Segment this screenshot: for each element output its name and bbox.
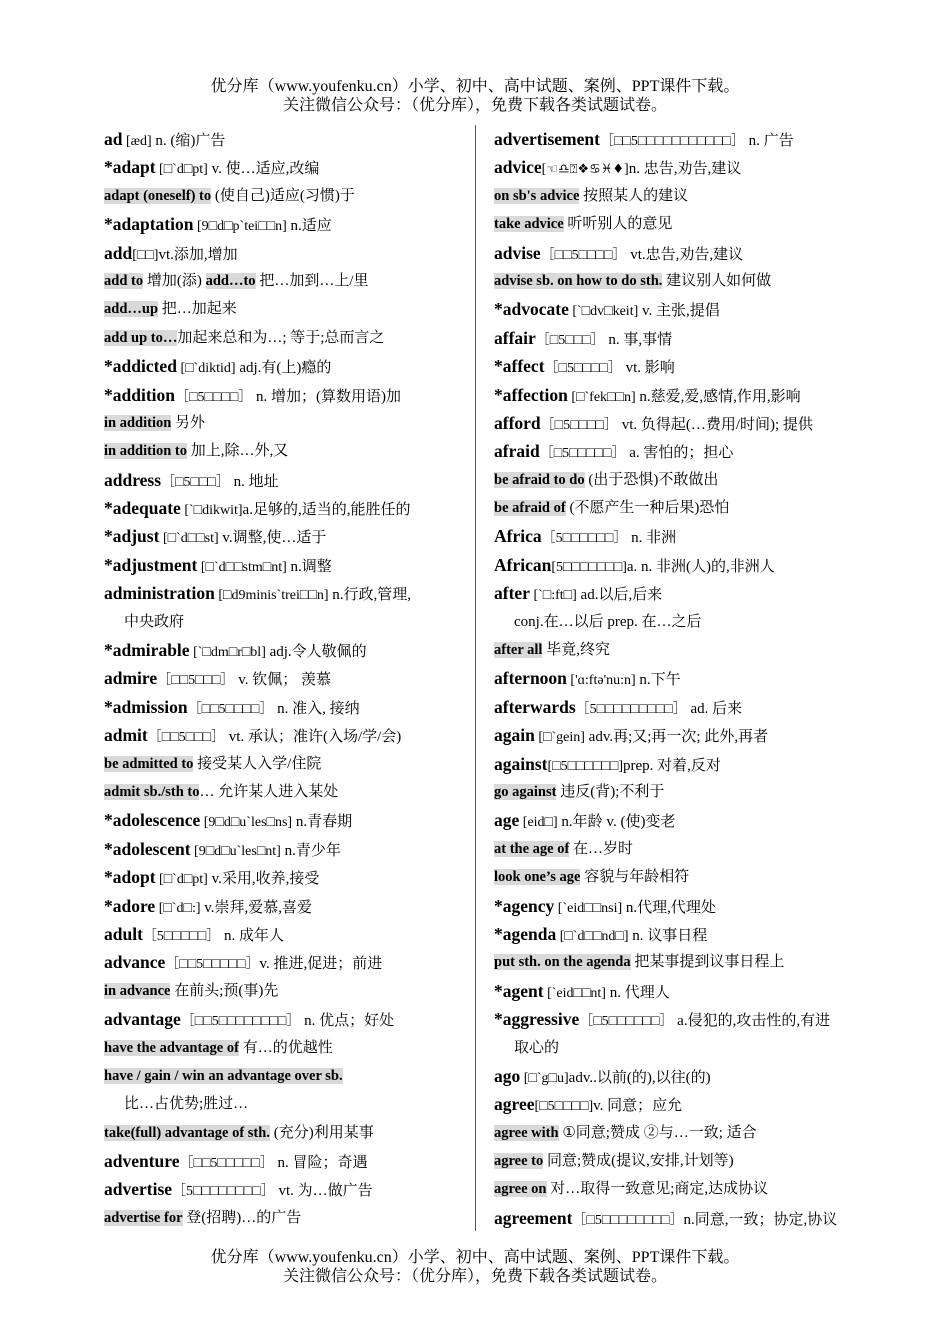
headword: *adjust bbox=[104, 526, 160, 547]
headword: *agenda bbox=[494, 923, 557, 944]
headword: affair bbox=[494, 327, 536, 348]
word-entry bbox=[104, 381, 460, 409]
definition: v. 主张,提倡 bbox=[638, 303, 720, 320]
phonetic: [`□dm□r□bl] bbox=[189, 645, 266, 661]
definition: 同意;赞成(提议,安排,计划等) bbox=[543, 1153, 734, 1170]
phrase: at the age of bbox=[494, 840, 570, 857]
phonetic: ［□□5□□□□□］ bbox=[165, 957, 260, 973]
definition: vt. 影响 bbox=[621, 360, 675, 377]
phrase: have the advantage of bbox=[104, 1039, 239, 1056]
headword: *adore bbox=[104, 895, 156, 916]
headword: after bbox=[494, 583, 530, 604]
phrase-entry bbox=[494, 1175, 844, 1203]
phonetic: [eid□] bbox=[519, 815, 558, 831]
definition: v.崇拜,爱慕,喜爱 bbox=[200, 899, 313, 916]
continuation-text: conj.在…以后 prep. 在…之后 bbox=[514, 613, 702, 630]
definition: n. 议事日程 bbox=[628, 927, 708, 944]
definition: vt. 负得起(…费用/时间); 提供 bbox=[617, 416, 813, 433]
phrase-entry bbox=[494, 1147, 844, 1175]
phonetic: ［□□5□□□］ bbox=[157, 673, 235, 689]
definition: ad.以后,后来 bbox=[576, 587, 663, 604]
phrase: look one’s age bbox=[494, 869, 581, 886]
phonetic: ［5□□□□□□□□］ bbox=[172, 1184, 275, 1200]
definition: n.慈爱,爱,感情,作用,影响 bbox=[635, 388, 801, 405]
headword: *adjustment bbox=[104, 554, 198, 575]
entry-continuation bbox=[104, 1090, 460, 1118]
phrase: admit sb./sth to bbox=[104, 783, 200, 800]
phrase-entry bbox=[494, 210, 844, 238]
phonetic: [□`d□□stm□nt] bbox=[197, 559, 287, 575]
word-entry bbox=[104, 1005, 460, 1033]
phonetic: [□`d□pt] bbox=[155, 162, 208, 178]
phrase-entry bbox=[104, 409, 460, 437]
phrase-entry bbox=[494, 863, 844, 891]
headword: *addition bbox=[104, 384, 175, 405]
word-entry bbox=[494, 295, 844, 323]
headword: address bbox=[104, 469, 162, 490]
phrase-entry bbox=[104, 1119, 460, 1147]
page-footer bbox=[0, 1248, 950, 1286]
word-entry bbox=[494, 750, 844, 778]
phonetic: ［□□5□□□□］ bbox=[187, 701, 274, 717]
definition: vt. 为…做广告 bbox=[274, 1183, 373, 1200]
phrase-entry bbox=[104, 977, 460, 1005]
phonetic: [`□dikwit] bbox=[180, 503, 243, 519]
definition: 另外 bbox=[171, 414, 206, 431]
definition: n.行政,管理, bbox=[328, 587, 412, 604]
column-divider bbox=[475, 125, 476, 1231]
phonetic: ［□□5□□□］ bbox=[147, 730, 226, 746]
footer-line-2: 关注微信公众号：（优分库），免费下载各类试题试卷。 bbox=[282, 1268, 667, 1285]
phonetic: ［□□5□□□□□□□□］ bbox=[180, 1014, 301, 1030]
phrase-entry bbox=[494, 466, 844, 494]
word-entry bbox=[494, 892, 844, 920]
word-entry bbox=[494, 153, 844, 181]
phonetic: [□`d□□nd□] bbox=[556, 928, 629, 944]
definition: n.调整 bbox=[286, 558, 332, 575]
word-entry bbox=[494, 977, 844, 1005]
phrase-entry bbox=[104, 778, 460, 806]
right-column bbox=[494, 125, 844, 1232]
word-entry bbox=[104, 1147, 460, 1175]
headword: ago bbox=[494, 1065, 521, 1086]
definition: n.适应 bbox=[286, 218, 332, 235]
phrase: have / gain / win an advantage over sb. bbox=[104, 1067, 343, 1084]
phrase-entry bbox=[104, 437, 460, 465]
word-entry bbox=[494, 1005, 844, 1033]
phonetic: [æd] bbox=[122, 134, 152, 149]
continuation-text: 取心的 bbox=[514, 1039, 560, 1056]
phrase: add up to… bbox=[104, 329, 178, 346]
headword: advise bbox=[494, 242, 541, 263]
headword: age bbox=[494, 810, 520, 831]
word-entry bbox=[104, 153, 460, 181]
phonetic: ［□□5□□□□□□□□□□□］ bbox=[599, 134, 745, 149]
word-entry bbox=[494, 324, 844, 352]
definition: a.侵犯的,攻击性的,有进 bbox=[673, 1013, 831, 1030]
definition: n. 地址 bbox=[229, 473, 279, 490]
phrase: advertise for bbox=[104, 1209, 183, 1226]
phonetic: [9□d□u`les□ns] bbox=[200, 815, 293, 831]
headword: *admirable bbox=[104, 640, 190, 661]
phrase-entry bbox=[494, 494, 844, 522]
phonetic: ［5□□□□□□］ bbox=[541, 531, 628, 547]
phonetic: [□□] bbox=[132, 247, 159, 263]
word-entry bbox=[494, 352, 844, 380]
phonetic: ［5□□□□□］ bbox=[142, 928, 221, 944]
phonetic: [9□d□u`les□nt] bbox=[190, 843, 281, 859]
word-entry bbox=[104, 835, 460, 863]
headword: *adequate bbox=[104, 498, 181, 519]
definition: a. 害怕的；担心 bbox=[625, 445, 734, 462]
definition: n. 非洲 bbox=[627, 530, 677, 547]
phonetic: ［□5□□□］ bbox=[161, 474, 230, 490]
headword: *affect bbox=[494, 356, 545, 377]
word-entry bbox=[104, 551, 460, 579]
word-entry bbox=[104, 210, 460, 238]
headword: again bbox=[494, 725, 535, 746]
definition: adj.有(上)瘾的 bbox=[235, 360, 332, 377]
definition: v. 推进,促进；前进 bbox=[259, 956, 383, 973]
headword: Africa bbox=[494, 526, 542, 547]
word-entry bbox=[104, 239, 460, 267]
phrase-entry bbox=[104, 1034, 460, 1062]
word-entry bbox=[104, 522, 460, 550]
headword: advice bbox=[494, 157, 542, 178]
phrase: take(full) advantage of sth. bbox=[104, 1124, 270, 1141]
definition: n.青春期 bbox=[292, 814, 353, 831]
definition: 按照某人的建议 bbox=[579, 187, 689, 204]
word-entry bbox=[104, 636, 460, 664]
phrase: be afraid to do bbox=[494, 471, 585, 488]
headword: *adaptation bbox=[104, 214, 194, 235]
definition: vt.添加,增加 bbox=[158, 246, 238, 263]
headword: *aggressive bbox=[494, 1009, 580, 1030]
phrase: add…to bbox=[205, 272, 256, 289]
definition: n. 成年人 bbox=[220, 927, 284, 944]
definition: (使自己)适应(习惯)于 bbox=[211, 187, 355, 204]
word-entry bbox=[494, 664, 844, 692]
phrase: go against bbox=[494, 783, 557, 800]
definition: 听听别人的意见 bbox=[563, 216, 673, 233]
headword: add bbox=[104, 242, 133, 263]
phonetic: [`eid□□nsi] bbox=[554, 900, 623, 916]
phrase: advise sb. on how to do sth. bbox=[494, 272, 663, 289]
phrase: agree with bbox=[494, 1124, 559, 1141]
headword: *adolescence bbox=[104, 810, 201, 831]
phonetic-symbols: ☜♎⍰❖♋♓♦ bbox=[546, 162, 625, 178]
word-entry bbox=[104, 892, 460, 920]
entry-continuation bbox=[104, 608, 460, 636]
word-entry bbox=[494, 239, 844, 267]
definition: v. 使…适应,改编 bbox=[207, 161, 320, 178]
word-entry bbox=[494, 920, 844, 948]
phonetic: [□`d□□st] bbox=[159, 531, 219, 547]
definition: vt. 承认；准许(入场/学/会) bbox=[225, 729, 402, 746]
phrase: adapt (oneself) to bbox=[104, 187, 212, 204]
entry-continuation bbox=[494, 608, 844, 636]
headword: agree bbox=[494, 1094, 535, 1115]
phonetic: ［□5□□□□□□□□］ bbox=[572, 1212, 684, 1228]
phrase-entry bbox=[104, 1204, 460, 1232]
phrase-entry bbox=[494, 1119, 844, 1147]
word-entry bbox=[104, 664, 460, 692]
phrase-entry bbox=[104, 324, 460, 352]
word-entry bbox=[494, 125, 844, 153]
definition: a. n. 非洲(人)的,非洲人 bbox=[626, 558, 775, 575]
headword: afraid bbox=[494, 441, 540, 462]
phrase: be afraid of bbox=[494, 500, 566, 517]
phonetic: ［□5□□□□］ bbox=[540, 417, 618, 433]
phrase-entry bbox=[494, 835, 844, 863]
word-entry bbox=[494, 437, 844, 465]
phrase-entry bbox=[104, 182, 460, 210]
phrase: agree on bbox=[494, 1181, 547, 1198]
definition: n.年龄 v. (使)变老 bbox=[557, 814, 676, 831]
definition: adv.再;又;再一次; 此外,再者 bbox=[584, 729, 769, 746]
phrase: add to bbox=[104, 272, 144, 289]
definition: vt.忠告,劝告,建议 bbox=[626, 246, 744, 263]
phonetic: [□`diktid] bbox=[176, 361, 236, 377]
headword: adult bbox=[104, 923, 143, 944]
phrase-entry bbox=[104, 295, 460, 323]
phonetic-close: ] bbox=[624, 162, 629, 178]
headword: adventure bbox=[104, 1151, 180, 1172]
definition: n.代理,代理处 bbox=[622, 899, 716, 916]
word-entry bbox=[104, 494, 460, 522]
definition: v.调整,使…适于 bbox=[218, 530, 327, 547]
headword: admit bbox=[104, 725, 148, 746]
phonetic: ［□5□□□□□］ bbox=[539, 446, 626, 462]
definition: 对…取得一致意见;商定,达成协议 bbox=[546, 1181, 769, 1198]
word-entry bbox=[104, 721, 460, 749]
headword: *agent bbox=[494, 980, 544, 1001]
phonetic: ［□5□□□□］ bbox=[175, 389, 253, 405]
phrase-entry bbox=[494, 636, 844, 664]
headword: admire bbox=[104, 668, 158, 689]
phonetic: [ bbox=[541, 162, 547, 178]
definition: v. 同意；应允 bbox=[593, 1098, 683, 1115]
definition: n. 忠告,劝告,建议 bbox=[628, 161, 742, 178]
phrase: in addition bbox=[104, 414, 172, 431]
phrase-entry bbox=[494, 267, 844, 295]
definition: 接受某人入学/住院 bbox=[193, 755, 322, 772]
word-entry bbox=[494, 1090, 844, 1118]
headword: African bbox=[494, 554, 552, 575]
phrase: be admitted to bbox=[104, 755, 194, 772]
phonetic: ［□□5□□□□□］ bbox=[179, 1156, 274, 1172]
phonetic: [9□d□p`tei□□n] bbox=[193, 219, 287, 235]
definition: 违反(背);不利于 bbox=[556, 783, 665, 800]
headword: afternoon bbox=[494, 668, 567, 689]
phonetic: [5□□□□□□□] bbox=[551, 559, 627, 575]
word-entry bbox=[494, 522, 844, 550]
definition: n. 增加；(算数用语)加 bbox=[252, 388, 402, 405]
definition: 在前头;预(事)先 bbox=[170, 982, 279, 999]
definition: 建议别人如何做 bbox=[662, 272, 772, 289]
continuation-text: 比…占优势;胜过… bbox=[124, 1096, 249, 1113]
definition: … 允许某人进入某处 bbox=[199, 783, 339, 800]
footer-line-1: 优分库（www.youfenku.cn）小学、初中、高中试题、案例、PPT课件下载。 bbox=[210, 1249, 740, 1266]
word-entry bbox=[104, 920, 460, 948]
word-entry bbox=[494, 551, 844, 579]
word-entry bbox=[494, 1204, 844, 1232]
phonetic: [□`g□u] bbox=[520, 1070, 569, 1086]
word-entry bbox=[104, 352, 460, 380]
definition: n. 代理人 bbox=[605, 984, 670, 1001]
phonetic: [□d9minis`trei□□n] bbox=[214, 588, 329, 604]
phonetic: [□`fek□□n] bbox=[567, 389, 636, 405]
phonetic: [□`d□:] bbox=[155, 900, 201, 916]
definition: (不愿产生一种后果)恐怕 bbox=[565, 500, 730, 517]
definition: 加上,除…外,又 bbox=[187, 443, 289, 460]
definition: n. 准入, 接纳 bbox=[273, 700, 360, 717]
definition: 毕竟,终究 bbox=[542, 642, 610, 659]
definition: n. 事,事情 bbox=[604, 331, 673, 348]
headword: ad bbox=[104, 129, 123, 149]
phonetic: [`eid□□nt] bbox=[543, 985, 606, 1001]
headword: *affection bbox=[494, 384, 568, 405]
definition: n.下午 bbox=[635, 672, 681, 689]
word-entry bbox=[104, 863, 460, 891]
word-entry bbox=[494, 806, 844, 834]
left-column bbox=[104, 125, 460, 1232]
headword: afterwards bbox=[494, 696, 576, 717]
phrase: agree to bbox=[494, 1153, 544, 1170]
header-line-2: 关注微信公众号：（优分库），免费下载各类试题试卷。 bbox=[282, 97, 667, 114]
phrase: after all bbox=[494, 642, 543, 659]
phonetic: ［□5□□□□□□］ bbox=[579, 1014, 674, 1030]
definition: v. 钦佩； 羡慕 bbox=[234, 672, 331, 689]
phrase-entry bbox=[494, 182, 844, 210]
definition: adj.令人敬佩的 bbox=[265, 644, 367, 661]
definition: n. (缩)广告 bbox=[151, 133, 226, 149]
word-entry bbox=[494, 693, 844, 721]
phonetic: ［□5□□□］ bbox=[535, 332, 605, 348]
definition: ①同意;赞成 ②与…一致; 适合 bbox=[558, 1124, 757, 1141]
phonetic: [□`d□pt] bbox=[155, 872, 208, 888]
headword: *adapt bbox=[104, 157, 156, 178]
definition: v.采用,收养,接受 bbox=[207, 871, 320, 888]
word-entry bbox=[104, 1175, 460, 1203]
definition: 增加(添) bbox=[143, 272, 206, 289]
definition: 把某事提到议事日程上 bbox=[630, 954, 785, 971]
definition: 在…岁时 bbox=[569, 840, 634, 857]
headword: afford bbox=[494, 412, 541, 433]
phonetic: [□`gein] bbox=[534, 730, 585, 746]
definition: 有…的优越性 bbox=[238, 1039, 333, 1056]
phonetic: ［□5□□□□］ bbox=[544, 361, 622, 377]
definition: n.同意,一致；协定,协议 bbox=[683, 1211, 838, 1228]
phrase: in advance bbox=[104, 982, 171, 999]
headword: advertisement bbox=[494, 129, 600, 149]
word-entry bbox=[494, 579, 844, 607]
headword: *advocate bbox=[494, 299, 569, 320]
phrase-entry bbox=[104, 267, 460, 295]
definition: (充分)利用某事 bbox=[269, 1124, 374, 1141]
headword: *adopt bbox=[104, 867, 156, 888]
phonetic: ［□□5□□□□］ bbox=[540, 247, 627, 263]
definition: n. 冒险；奇遇 bbox=[273, 1155, 368, 1172]
phonetic: ［5□□□□□□□□□］ bbox=[575, 701, 687, 717]
page-header bbox=[0, 77, 950, 115]
definition: 把…加到…上/里 bbox=[255, 272, 369, 289]
word-entry bbox=[494, 1062, 844, 1090]
phrase-entry bbox=[494, 948, 844, 976]
headword: against bbox=[494, 753, 548, 774]
definition: a.足够的,适当的,能胜任的 bbox=[242, 502, 411, 519]
word-entry bbox=[494, 409, 844, 437]
phonetic: [□5□□□□□□] bbox=[547, 758, 624, 774]
headword: agreement bbox=[494, 1207, 573, 1228]
phrase-entry bbox=[104, 1062, 460, 1090]
definition: 容貌与年龄相符 bbox=[580, 869, 690, 886]
definition: adv..以前(的),以往(的) bbox=[568, 1069, 711, 1086]
phrase: on sb's advice bbox=[494, 187, 580, 204]
headword: *agency bbox=[494, 895, 555, 916]
phrase: add…up bbox=[104, 301, 159, 318]
phonetic: [`□dv□keit] bbox=[568, 304, 639, 320]
header-line-1: 优分库（www.youfenku.cn）小学、初中、高中试题、案例、PPT课件下载。 bbox=[210, 78, 740, 95]
headword: advantage bbox=[104, 1009, 181, 1030]
phrase-entry bbox=[104, 750, 460, 778]
headword: advertise bbox=[104, 1179, 173, 1200]
continuation-text: 中央政府 bbox=[124, 613, 185, 630]
word-entry bbox=[494, 721, 844, 749]
word-entry bbox=[494, 381, 844, 409]
phrase: put sth. on the agenda bbox=[494, 954, 631, 971]
definition: ad. 后来 bbox=[686, 700, 743, 717]
headword: *adolescent bbox=[104, 838, 191, 859]
definition: n. 优点；好处 bbox=[300, 1013, 395, 1030]
headword: *addicted bbox=[104, 356, 177, 377]
phrase: take advice bbox=[494, 216, 564, 233]
phonetic: [□5□□□□] bbox=[534, 1099, 594, 1115]
word-entry bbox=[104, 806, 460, 834]
word-entry bbox=[104, 948, 460, 976]
phrase-entry bbox=[494, 778, 844, 806]
headword: advance bbox=[104, 952, 166, 973]
definition: (出于恐惧)不敢做出 bbox=[584, 471, 719, 488]
word-entry bbox=[104, 579, 460, 607]
phonetic: [`□:ft□] bbox=[529, 588, 577, 604]
word-entry bbox=[104, 693, 460, 721]
definition: prep. 对着,反对 bbox=[623, 757, 721, 774]
definition: 加起来总和为…; 等于;总而言之 bbox=[177, 329, 385, 346]
phonetic: ['ɑ:ftə'nu:n] bbox=[566, 673, 636, 689]
word-entry bbox=[104, 466, 460, 494]
definition: n.青少年 bbox=[280, 842, 341, 859]
headword: administration bbox=[104, 583, 215, 604]
definition: n. 广告 bbox=[744, 133, 794, 149]
definition: 把…加起来 bbox=[158, 301, 237, 318]
entry-continuation bbox=[494, 1034, 844, 1062]
headword: *admission bbox=[104, 696, 188, 717]
word-entry bbox=[104, 125, 460, 153]
definition: 登(招聘)…的广告 bbox=[182, 1209, 302, 1226]
phrase: in addition to bbox=[104, 443, 187, 460]
